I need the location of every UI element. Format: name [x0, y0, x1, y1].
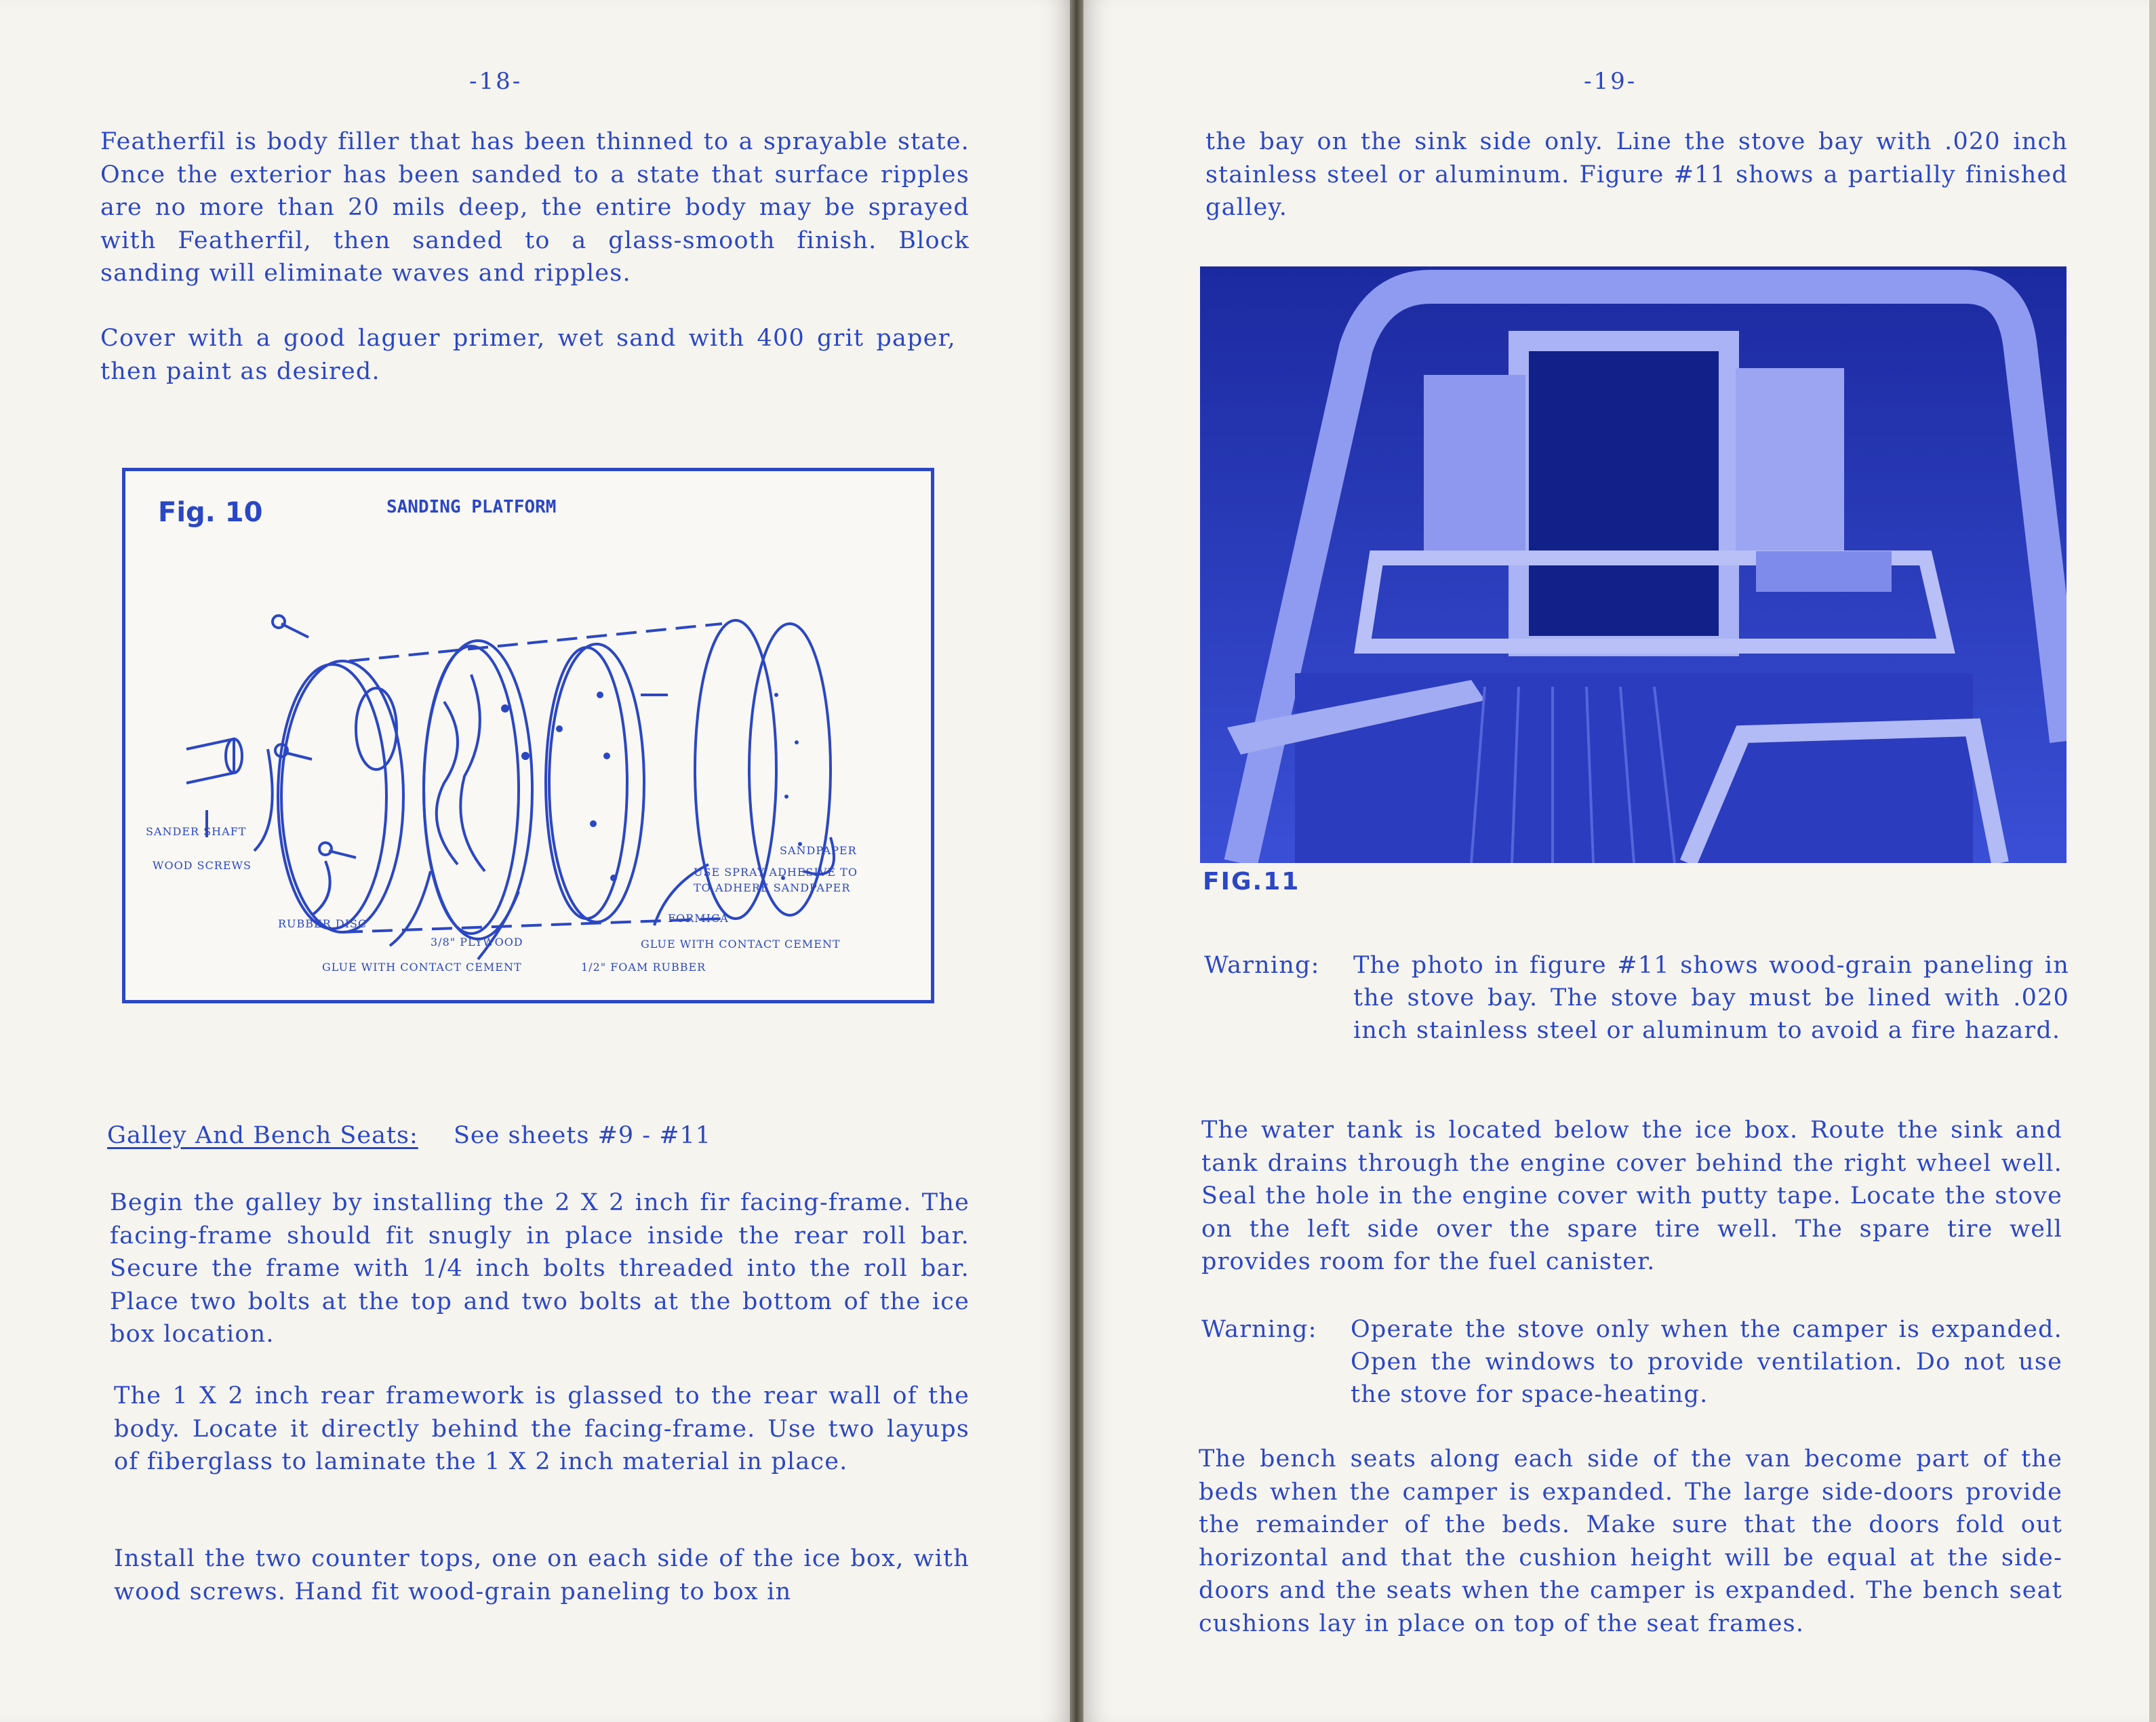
- section-heading: [107, 1122, 711, 1149]
- warning-text: Operate the stove only when the camper is expanded. Open the windows to provide ventilation. Do not use the stove for space-heating.: [1351, 1316, 2062, 1408]
- figure-10-sanding-platform: [122, 468, 934, 1003]
- callout-sander-shaft: SANDER SHAFT: [146, 825, 247, 838]
- warning-stove: [1201, 1313, 2062, 1415]
- callout-rubber-disc: RUBBER DISC: [278, 917, 367, 930]
- left-page: [0, 0, 1070, 1722]
- bench-seats-paragraph: The bench seats along each side of the van become part of the beds when the camper is expanded. The large side-doors provide the remainder of the beds. Make sure that the doors fold out horizontal and that the cushion height will be equal at the side-doors and the seats when the camper is expanded. The bench seat cushions lay in place on top of the seat frames.: [1199, 1445, 2062, 1637]
- galley-paragraph-2: The 1 X 2 inch rear framework is glassed to the rear wall of the body. Locate it directly behind the facing-frame. Use two layups of fiberglass to laminate the 1 X 2 inch material in place.: [114, 1382, 970, 1475]
- primer-paragraph: Cover with a good laguer primer, wet sand with 400 grit paper, then paint as desired.: [100, 325, 956, 385]
- warning-label: Warning:: [1201, 1316, 1317, 1343]
- callout-foam-rubber: 1/2" FOAM RUBBER: [581, 961, 706, 974]
- figure-11-caption: FIG.11: [1203, 868, 1300, 896]
- galley-photo-illustration: [1200, 266, 2067, 863]
- callout-wood-screws: WOOD SCREWS: [153, 859, 252, 872]
- galley-heading: Galley And Bench Seats:: [107, 1122, 418, 1149]
- page-number: -19-: [1584, 68, 1637, 95]
- book-gutter: [1070, 0, 1083, 1722]
- sheets-reference: See sheets #9 - #11: [453, 1122, 712, 1149]
- callout-plywood: 3/8" PLYWOOD: [431, 936, 523, 948]
- galley-paragraph-3: Install the two counter tops, one on each side of the ice box, with wood screws. Hand fit wood-grain paneling to box in: [114, 1545, 970, 1605]
- callout-glue-contact-cement-2: GLUE WITH CONTACT CEMENT: [641, 938, 841, 950]
- sanding-platform-diagram: [125, 471, 931, 1000]
- callout-sandpaper: SANDPAPER: [780, 844, 857, 857]
- figure-label: Fig. 10: [158, 497, 263, 528]
- featherfil-paragraph: Featherfil is body filler that has been thinned to a sprayable state. Once the exterior has been sanded to a state that surface ripples are no more than 20 mils deep, the entire body may be sprayed with Featherfil, then sanded to a glass-smooth finish. Block sanding will eliminate waves and ripples.: [100, 128, 970, 287]
- galley-paragraph-1: Begin the galley by installing the 2 X 2 inch fir facing-frame. The facing-frame should fit snugly in place inside the rear roll bar. Secure the frame with 1/4 inch bolts threaded into the roll bar. Place two bolts at the top and two bolts at the bottom of the ice box location.: [110, 1189, 970, 1348]
- callout-adhere-sandpaper: TO ADHERE SANDPAPER: [694, 881, 851, 894]
- warning-label: Warning:: [1204, 952, 1320, 979]
- stove-bay-paragraph: the bay on the sink side only. Line the stove bay with .020 inch stainless steel or aluminum. Figure #11 shows a partially finished galley.: [1205, 128, 2068, 221]
- page-edge-right: [2149, 0, 2156, 1722]
- water-tank-paragraph: The water tank is located below the ice box. Route the sink and tank drains through the engine cover behind the right wheel well. Seal the hole in the engine cover with putty tape. Locate the stove on the left side over the spare tire well. The spare tire well provides room for the fuel canister.: [1201, 1117, 2062, 1275]
- callout-glue-contact-cement-1: GLUE WITH CONTACT CEMENT: [322, 961, 522, 974]
- warning-text: The photo in figure #11 shows wood-grain paneling in the stove bay. The stove bay must be lined with .020 inch stainless steel or aluminum to avoid a fire hazard.: [1353, 952, 2069, 1044]
- figure-title: SANDING PLATFORM: [386, 497, 557, 517]
- page-number: -18-: [469, 68, 523, 95]
- callout-spray-adhesive: USE SPRAY ADHESIVE TO: [694, 866, 858, 879]
- figure-11-galley-photo: [1200, 266, 2067, 863]
- callout-formica: FORMICA: [668, 912, 729, 925]
- warning-paneling: [1204, 949, 2069, 1085]
